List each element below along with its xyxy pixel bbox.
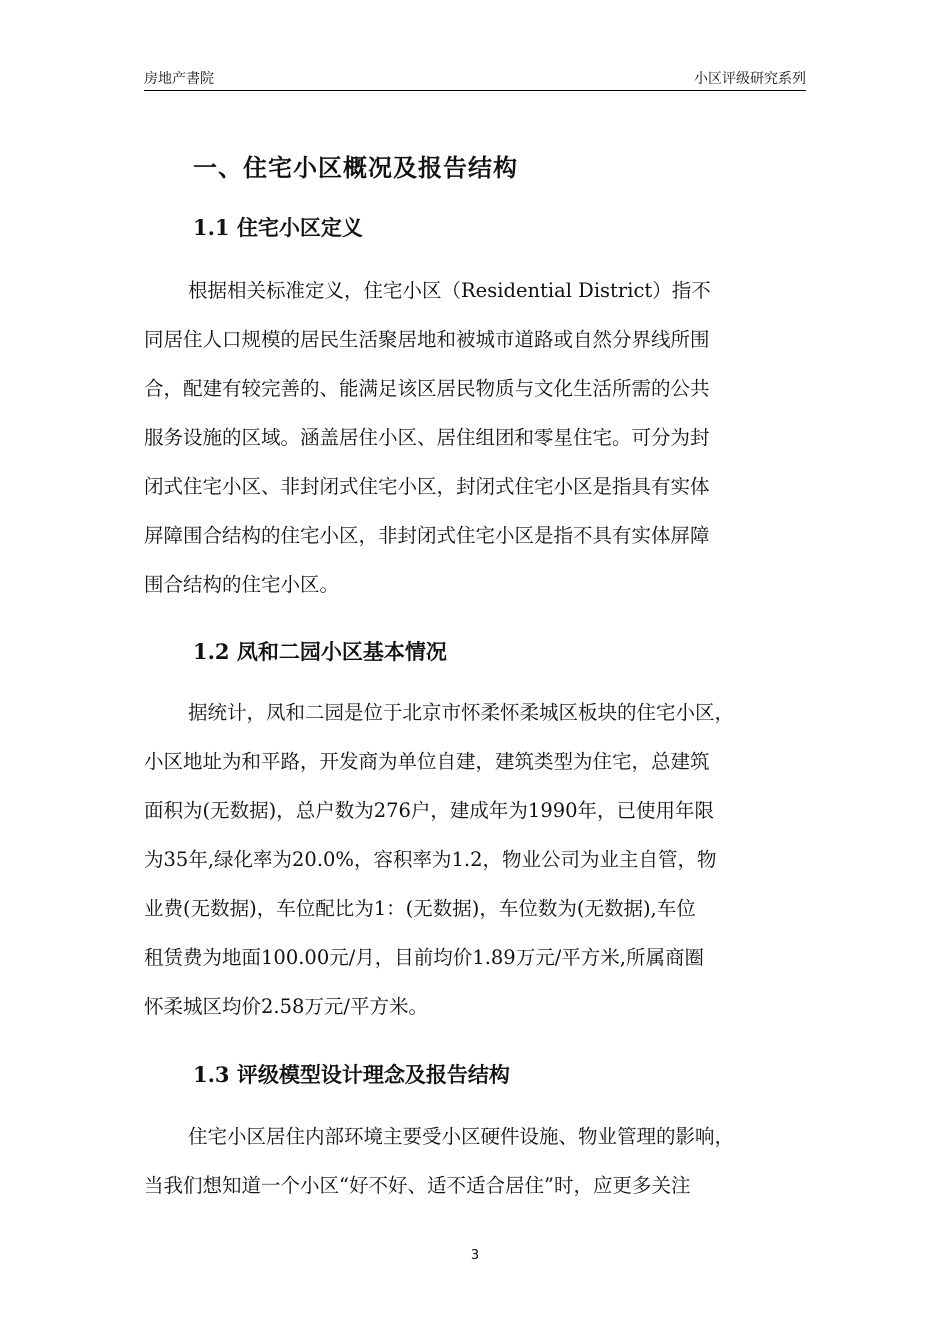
heading-1-2: 1.2 凤和二园小区基本情况	[193, 639, 447, 664]
paragraph-line: 闭式住宅小区、非封闭式住宅小区，封闭式住宅小区是指具有实体	[144, 475, 710, 498]
paragraph-line: 住宅小区居住内部环境主要受小区硬件设施、物业管理的影响，	[188, 1125, 735, 1148]
paragraph-line: 业费(无数据)，车位配比为1：(无数据)，车位数为(无数据),车位	[144, 897, 696, 920]
paragraph-definition	[144, 266, 806, 609]
paragraph-basic-info	[144, 688, 806, 1031]
paragraph-line: 围合结构的住宅小区。	[144, 573, 340, 596]
paragraph-line: 为35年,绿化率为20.0%，容积率为1.2，物业公司为业主自管，物	[144, 848, 717, 871]
paragraph-model-design	[144, 1112, 806, 1210]
heading-1-1: 1.1 住宅小区定义	[193, 215, 363, 240]
paragraph-line: 面积为(无数据)，总户数为276户，建成年为1990年，已使用年限	[144, 799, 715, 822]
paragraph-line: 怀柔城区均价2.58万元/平方米。	[144, 995, 428, 1018]
heading-1-3: 1.3 评级模型设计理念及报告结构	[193, 1062, 510, 1087]
paragraph-line: 同居住人口规模的居民生活聚居地和被城市道路或自然分界线所围	[144, 328, 710, 351]
paragraph-line: 根据相关标准定义，住宅小区（Residential District）指不	[188, 279, 711, 302]
paragraph-line: 合，配建有较完善的、能满足该区居民物质与文化生活所需的公共	[144, 377, 710, 400]
paragraph-line: 小区地址为和平路，开发商为单位自建，建筑类型为住宅，总建筑	[144, 750, 710, 773]
paragraph-line: 租赁费为地面100.00元/月，目前均价1.89万元/平方米,所属商圈	[144, 946, 704, 969]
header-left-text: 房地产書院	[144, 71, 214, 87]
section-title: 一、住宅小区概况及报告结构	[193, 153, 518, 182]
page-number: 3	[470, 1248, 480, 1263]
paragraph-line: 屏障围合结构的住宅小区，非封闭式住宅小区是指不具有实体屏障	[144, 524, 710, 547]
paragraph-line: 当我们想知道一个小区“好不好、适不适合居住”时，应更多关注	[144, 1174, 691, 1197]
header-divider	[144, 90, 806, 91]
header-right-text: 小区评级研究系列	[694, 71, 806, 87]
page-header	[144, 68, 806, 90]
paragraph-line: 据统计，凤和二园是位于北京市怀柔怀柔城区板块的住宅小区，	[188, 701, 735, 724]
paragraph-line: 服务设施的区域。涵盖居住小区、居住组团和零星住宅。可分为封	[144, 426, 710, 449]
